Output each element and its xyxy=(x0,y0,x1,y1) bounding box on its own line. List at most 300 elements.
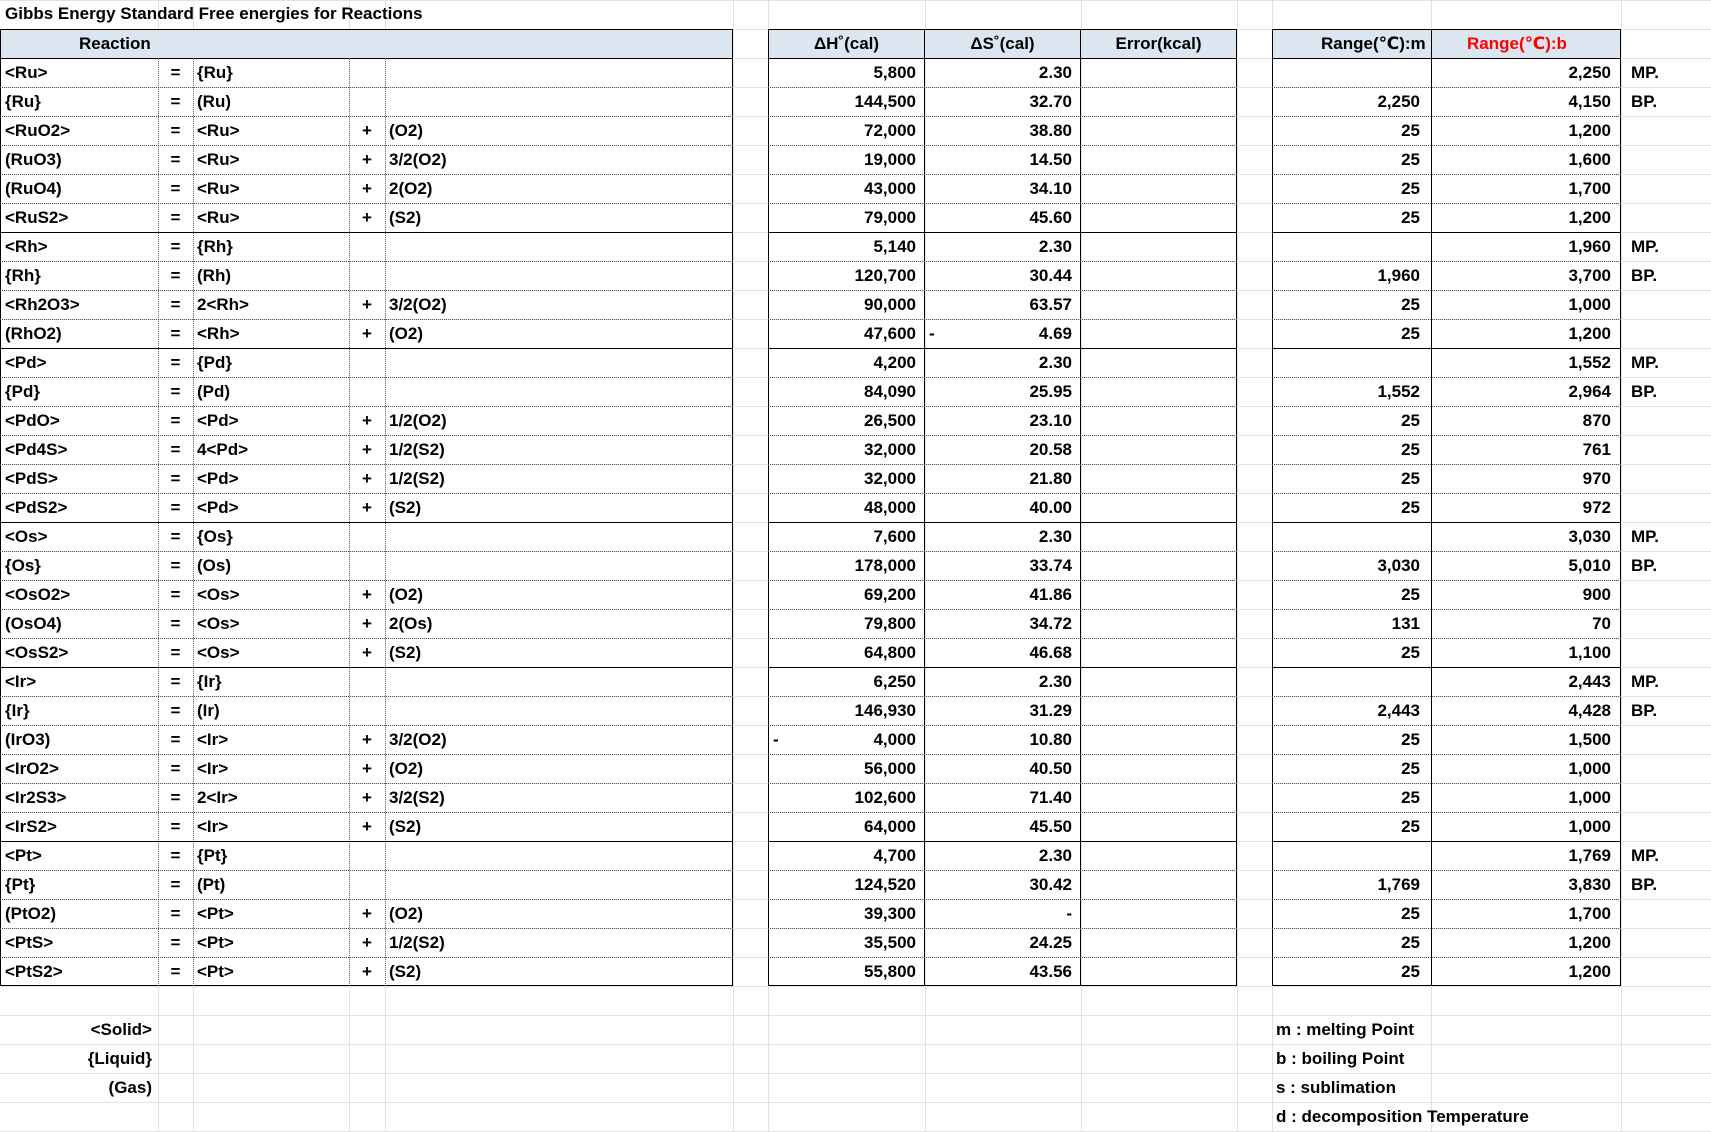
reaction-reactant[interactable]: <OsO2> xyxy=(5,585,71,604)
phase-note[interactable]: BP. xyxy=(1631,92,1658,111)
reaction-reactant[interactable]: <PtS> xyxy=(5,933,54,952)
ds-value[interactable]: 30.44 xyxy=(1029,266,1072,285)
reaction-equals[interactable]: = xyxy=(170,353,181,372)
phase-note[interactable]: BP. xyxy=(1631,701,1658,720)
ds-value[interactable]: 14.50 xyxy=(1029,150,1072,169)
reaction-reactant[interactable]: <OsS2> xyxy=(5,643,69,662)
range-m-value[interactable]: 25 xyxy=(1401,730,1420,749)
reaction-plus[interactable]: + xyxy=(362,585,372,604)
header-reaction[interactable] xyxy=(0,29,733,59)
reaction-reactant[interactable]: {Rh} xyxy=(5,266,41,285)
reaction-product-1[interactable]: (Pd) xyxy=(197,382,231,401)
range-b-value[interactable]: 761 xyxy=(1582,440,1611,459)
reaction-reactant[interactable]: {Pd} xyxy=(5,382,40,401)
reaction-equals[interactable]: = xyxy=(170,527,181,546)
dh-value[interactable]: 5,140 xyxy=(873,237,916,256)
reaction-product-2[interactable]: 3/2(S2) xyxy=(389,788,445,807)
dh-value[interactable]: 7,600 xyxy=(873,527,916,546)
header-dh[interactable] xyxy=(768,29,925,59)
dh-value[interactable]: 19,000 xyxy=(864,150,916,169)
reaction-equals[interactable]: = xyxy=(170,904,181,923)
reaction-equals[interactable]: = xyxy=(170,266,181,285)
phase-note[interactable]: MP. xyxy=(1631,237,1660,256)
ds-value[interactable]: 21.80 xyxy=(1029,469,1072,488)
dh-value[interactable]: 79,000 xyxy=(864,208,916,227)
reaction-reactant[interactable]: (PtO2) xyxy=(5,904,56,923)
ds-value[interactable]: 2.30 xyxy=(1038,353,1072,372)
reaction-product-1[interactable]: 2<Rh> xyxy=(197,295,249,314)
reaction-plus[interactable]: + xyxy=(362,121,372,140)
dh-value[interactable]: 178,000 xyxy=(854,556,916,575)
reaction-equals[interactable]: = xyxy=(170,817,181,836)
reaction-product-2[interactable]: (S2) xyxy=(389,208,422,227)
reaction-reactant[interactable]: (OsO4) xyxy=(5,614,62,633)
reaction-reactant[interactable]: <IrS2> xyxy=(5,817,57,836)
phase-note[interactable]: BP. xyxy=(1631,382,1658,401)
reaction-product-2[interactable]: (S2) xyxy=(389,643,422,662)
reaction-product-2[interactable]: 3/2(O2) xyxy=(389,295,447,314)
phase-note[interactable]: BP. xyxy=(1631,875,1658,894)
range-b-value[interactable]: 1,500 xyxy=(1568,730,1611,749)
reaction-reactant[interactable]: {Ir} xyxy=(5,701,30,720)
ds-value[interactable]: 40.50 xyxy=(1029,759,1072,778)
dh-value[interactable]: 6,250 xyxy=(873,672,916,691)
reaction-product-1[interactable]: <Ru> xyxy=(197,150,240,169)
range-b-value[interactable]: 3,700 xyxy=(1568,266,1611,285)
reaction-product-1[interactable]: <Ir> xyxy=(197,817,229,836)
dh-value[interactable]: 43,000 xyxy=(864,179,916,198)
range-m-value[interactable]: 25 xyxy=(1401,904,1420,923)
range-b-value[interactable]: 1,700 xyxy=(1568,904,1611,923)
reaction-product-2[interactable]: 1/2(S2) xyxy=(389,440,445,459)
reaction-equals[interactable]: = xyxy=(170,411,181,430)
ds-value[interactable]: 2.30 xyxy=(1038,846,1072,865)
reaction-product-2[interactable]: (O2) xyxy=(389,585,423,604)
reaction-reactant[interactable]: (RuO3) xyxy=(5,150,62,169)
range-b-value[interactable]: 1,700 xyxy=(1568,179,1611,198)
reaction-product-2[interactable]: 1/2(O2) xyxy=(389,411,447,430)
range-b-value[interactable]: 1,200 xyxy=(1568,933,1611,952)
reaction-product-2[interactable]: 1/2(S2) xyxy=(389,933,445,952)
reaction-reactant[interactable]: <Pd> xyxy=(5,353,47,372)
range-b-value[interactable]: 1,960 xyxy=(1568,237,1611,256)
phase-note[interactable]: MP. xyxy=(1631,527,1660,546)
dh-value[interactable]: 4,200 xyxy=(873,353,916,372)
range-m-value[interactable]: 25 xyxy=(1401,411,1420,430)
ds-value[interactable]: 20.58 xyxy=(1029,440,1072,459)
row-separator xyxy=(768,957,1237,958)
reaction-product-2[interactable]: 3/2(O2) xyxy=(389,730,447,749)
range-m-value[interactable]: 25 xyxy=(1401,150,1420,169)
phase-note[interactable]: MP. xyxy=(1631,672,1660,691)
reaction-equals[interactable]: = xyxy=(170,846,181,865)
reaction-reactant[interactable]: <Pd4S> xyxy=(5,440,68,459)
sheet-title[interactable]: Gibbs Energy Standard Free energies for Reactions xyxy=(5,4,423,23)
dh-value[interactable]: 102,600 xyxy=(854,788,916,807)
reaction-equals[interactable]: = xyxy=(170,962,181,981)
reaction-plus[interactable]: + xyxy=(362,440,372,459)
ds-value[interactable]: 40.00 xyxy=(1029,498,1072,517)
reaction-product-1[interactable]: <Os> xyxy=(197,585,240,604)
reaction-product-1[interactable]: (Ru) xyxy=(197,92,231,111)
reaction-equals[interactable]: = xyxy=(170,701,181,720)
dh-value[interactable]: 48,000 xyxy=(864,498,916,517)
reaction-reactant[interactable]: <Pt> xyxy=(5,846,42,865)
reaction-equals[interactable]: = xyxy=(170,63,181,82)
range-m-value[interactable]: 25 xyxy=(1401,585,1420,604)
phase-note[interactable]: BP. xyxy=(1631,556,1658,575)
ds-value[interactable]: 34.10 xyxy=(1029,179,1072,198)
reaction-reactant[interactable]: {Pt} xyxy=(5,875,36,894)
range-b-value[interactable]: 1,769 xyxy=(1568,846,1611,865)
range-m-value[interactable]: 25 xyxy=(1401,962,1420,981)
header-ds[interactable] xyxy=(924,29,1081,59)
range-b-value[interactable]: 900 xyxy=(1582,585,1611,604)
header-range[interactable] xyxy=(1272,29,1621,59)
reaction-equals[interactable]: = xyxy=(170,121,181,140)
reaction-plus[interactable]: + xyxy=(362,179,372,198)
dh-value[interactable]: 79,800 xyxy=(864,614,916,633)
range-b-value[interactable]: 2,443 xyxy=(1568,672,1611,691)
reaction-plus[interactable]: + xyxy=(362,817,372,836)
ds-value[interactable]: 33.74 xyxy=(1029,556,1072,575)
range-b-value[interactable]: 1,200 xyxy=(1568,324,1611,343)
ds-value[interactable]: 2.30 xyxy=(1038,237,1072,256)
reaction-equals[interactable]: = xyxy=(170,237,181,256)
dh-value[interactable]: 5,800 xyxy=(873,63,916,82)
range-b-value[interactable]: 70 xyxy=(1592,614,1611,633)
reaction-product-1[interactable]: <Pt> xyxy=(197,904,234,923)
dh-value[interactable]: 72,000 xyxy=(864,121,916,140)
range-b-value[interactable]: 3,830 xyxy=(1568,875,1611,894)
ds-value[interactable]: 32.70 xyxy=(1029,92,1072,111)
reaction-reactant[interactable]: {Os} xyxy=(5,556,41,575)
reaction-product-1[interactable]: <Ru> xyxy=(197,208,240,227)
legend-melting[interactable]: m : melting Point xyxy=(1276,1020,1414,1039)
range-b-value[interactable]: 870 xyxy=(1582,411,1611,430)
ds-value[interactable]: 38.80 xyxy=(1029,121,1072,140)
legend-liquid[interactable]: {Liquid} xyxy=(87,1049,152,1068)
reaction-equals[interactable]: = xyxy=(170,933,181,952)
grid-row-line xyxy=(0,1102,1711,1103)
header-error-label: Error(kcal) xyxy=(1115,34,1202,53)
reaction-reactant[interactable]: <Ru> xyxy=(5,63,48,82)
reaction-product-1[interactable]: {Rh} xyxy=(197,237,233,256)
reaction-reactant[interactable]: <RuS2> xyxy=(5,208,69,227)
range-b-value[interactable]: 1,000 xyxy=(1568,759,1611,778)
dh-value[interactable]: 56,000 xyxy=(864,759,916,778)
reaction-product-1[interactable]: <Pt> xyxy=(197,933,234,952)
reaction-reactant[interactable]: <Ir2S3> xyxy=(5,788,67,807)
reaction-plus[interactable]: + xyxy=(362,469,372,488)
reaction-plus[interactable]: + xyxy=(362,730,372,749)
dh-value[interactable]: 90,000 xyxy=(864,295,916,314)
dh-sign[interactable]: - xyxy=(773,730,779,749)
range-m-value[interactable]: 1,769 xyxy=(1377,875,1420,894)
reaction-equals[interactable]: = xyxy=(170,295,181,314)
ds-value[interactable]: 2.30 xyxy=(1038,672,1072,691)
reaction-product-2[interactable]: (O2) xyxy=(389,759,423,778)
reaction-product-2[interactable]: 2(O2) xyxy=(389,179,433,198)
range-m-value[interactable]: 25 xyxy=(1401,179,1420,198)
reaction-equals[interactable]: = xyxy=(170,730,181,749)
dh-value[interactable]: 47,600 xyxy=(864,324,916,343)
reaction-reactant[interactable]: (RhO2) xyxy=(5,324,62,343)
reaction-product-1[interactable]: <Pd> xyxy=(197,469,239,488)
reaction-equals[interactable]: = xyxy=(170,875,181,894)
range-m-value[interactable]: 3,030 xyxy=(1377,556,1420,575)
range-m-value[interactable]: 25 xyxy=(1401,440,1420,459)
reaction-product-1[interactable]: 4<Pd> xyxy=(197,440,249,459)
ds-value[interactable]: 10.80 xyxy=(1029,730,1072,749)
reaction-product-1[interactable]: <Ir> xyxy=(197,759,229,778)
reaction-product-2[interactable]: 2(Os) xyxy=(389,614,433,633)
reaction-plus[interactable]: + xyxy=(362,933,372,952)
row-separator xyxy=(0,928,733,929)
reaction-plus[interactable]: + xyxy=(362,150,372,169)
range-m-value[interactable]: 25 xyxy=(1401,208,1420,227)
range-m-value[interactable]: 2,443 xyxy=(1377,701,1420,720)
column-divider xyxy=(1080,29,1081,986)
reaction-equals[interactable]: = xyxy=(170,643,181,662)
reaction-reactant[interactable]: (RuO4) xyxy=(5,179,62,198)
phase-note[interactable]: BP. xyxy=(1631,266,1658,285)
reaction-equals[interactable]: = xyxy=(170,179,181,198)
range-m-value[interactable]: 25 xyxy=(1401,817,1420,836)
ds-value[interactable]: 43.56 xyxy=(1029,962,1072,981)
reaction-product-2[interactable]: (O2) xyxy=(389,904,423,923)
ds-value[interactable]: 45.60 xyxy=(1029,208,1072,227)
reaction-plus[interactable]: + xyxy=(362,788,372,807)
reaction-product-1[interactable]: <Pt> xyxy=(197,962,234,981)
reaction-reactant[interactable]: <RuO2> xyxy=(5,121,71,140)
reaction-equals[interactable]: = xyxy=(170,585,181,604)
dh-value[interactable]: 64,000 xyxy=(864,817,916,836)
reaction-plus[interactable]: + xyxy=(362,295,372,314)
dh-value[interactable]: 120,700 xyxy=(854,266,916,285)
reaction-plus[interactable]: + xyxy=(362,208,372,227)
ds-value[interactable]: 63.57 xyxy=(1029,295,1072,314)
reaction-reactant[interactable]: <Rh> xyxy=(5,237,48,256)
reaction-reactant[interactable]: {Ru} xyxy=(5,92,41,111)
reaction-equals[interactable]: = xyxy=(170,150,181,169)
grid-row-line xyxy=(0,1044,1711,1045)
ds-value[interactable]: 34.72 xyxy=(1029,614,1072,633)
ds-value[interactable]: 2.30 xyxy=(1038,527,1072,546)
reaction-equals[interactable]: = xyxy=(170,614,181,633)
dh-value[interactable]: 144,500 xyxy=(854,92,916,111)
dh-value[interactable]: 32,000 xyxy=(864,469,916,488)
reaction-product-1[interactable]: <Pd> xyxy=(197,498,239,517)
reaction-plus[interactable]: + xyxy=(362,643,372,662)
legend-gas[interactable]: (Gas) xyxy=(108,1078,152,1097)
range-b-value[interactable]: 1,552 xyxy=(1568,353,1611,372)
reaction-equals[interactable]: = xyxy=(170,672,181,691)
legend-sublimation[interactable]: s : sublimation xyxy=(1276,1078,1396,1097)
range-m-value[interactable]: 2,250 xyxy=(1377,92,1420,111)
range-b-value[interactable]: 1,100 xyxy=(1568,643,1611,662)
range-m-value[interactable]: 25 xyxy=(1401,121,1420,140)
range-b-value[interactable]: 3,030 xyxy=(1568,527,1611,546)
reaction-equals[interactable]: = xyxy=(170,440,181,459)
reaction-product-1[interactable]: <Rh> xyxy=(197,324,240,343)
range-m-value[interactable]: 25 xyxy=(1401,933,1420,952)
ds-value[interactable]: 41.86 xyxy=(1029,585,1072,604)
reaction-equals[interactable]: = xyxy=(170,759,181,778)
range-b-value[interactable]: 4,428 xyxy=(1568,701,1611,720)
range-b-value[interactable]: 1,200 xyxy=(1568,962,1611,981)
range-b-value[interactable]: 1,000 xyxy=(1568,817,1611,836)
ds-value[interactable]: 2.30 xyxy=(1038,63,1072,82)
reaction-plus[interactable]: + xyxy=(362,962,372,981)
reaction-equals[interactable]: = xyxy=(170,324,181,343)
ds-value[interactable]: 30.42 xyxy=(1029,875,1072,894)
reaction-product-1[interactable]: (Pt) xyxy=(197,875,226,894)
reaction-product-1[interactable]: 2<Ir> xyxy=(197,788,238,807)
reaction-product-1[interactable]: {Ru} xyxy=(197,63,233,82)
reaction-product-1[interactable]: <Os> xyxy=(197,614,240,633)
reaction-equals[interactable]: = xyxy=(170,556,181,575)
reaction-reactant[interactable]: <IrO2> xyxy=(5,759,59,778)
reaction-reactant[interactable]: <PdS> xyxy=(5,469,58,488)
range-b-value[interactable]: 5,010 xyxy=(1568,556,1611,575)
dh-value[interactable]: 32,000 xyxy=(864,440,916,459)
dh-value[interactable]: 26,500 xyxy=(864,411,916,430)
dh-value[interactable]: 69,200 xyxy=(864,585,916,604)
reaction-reactant[interactable]: <Os> xyxy=(5,527,48,546)
reaction-product-1[interactable]: {Pd} xyxy=(197,353,232,372)
range-m-value[interactable]: 25 xyxy=(1401,295,1420,314)
legend-solid[interactable]: <Solid> xyxy=(90,1020,152,1039)
grid-column-line xyxy=(1237,0,1238,1132)
row-separator xyxy=(1272,493,1621,494)
reaction-plus[interactable]: + xyxy=(362,759,372,778)
row-separator xyxy=(0,493,733,494)
reaction-product-2[interactable]: 1/2(S2) xyxy=(389,469,445,488)
ds-value[interactable]: 45.50 xyxy=(1029,817,1072,836)
reaction-product-1[interactable]: <Ru> xyxy=(197,121,240,140)
reaction-product-1[interactable]: <Ru> xyxy=(197,179,240,198)
reaction-product-2[interactable]: 3/2(O2) xyxy=(389,150,447,169)
reaction-reactant[interactable]: (IrO3) xyxy=(5,730,51,749)
reaction-reactant[interactable]: <Ir> xyxy=(5,672,37,691)
range-b-value[interactable]: 1,000 xyxy=(1568,295,1611,314)
range-m-value[interactable]: 25 xyxy=(1401,759,1420,778)
reaction-plus[interactable]: + xyxy=(362,904,372,923)
range-m-value[interactable]: 25 xyxy=(1401,498,1420,517)
reaction-equals[interactable]: = xyxy=(170,382,181,401)
legend-decomposition[interactable]: d : decomposition Temperature xyxy=(1276,1107,1529,1126)
reaction-product-2[interactable]: (S2) xyxy=(389,962,422,981)
reaction-product-1[interactable]: (Ir) xyxy=(197,701,220,720)
range-m-value[interactable]: 25 xyxy=(1401,788,1420,807)
range-b-value[interactable]: 4,150 xyxy=(1568,92,1611,111)
range-b-value[interactable]: 970 xyxy=(1582,469,1611,488)
range-m-value[interactable]: 1,960 xyxy=(1377,266,1420,285)
reaction-product-1[interactable]: {Pt} xyxy=(197,846,228,865)
range-m-value[interactable]: 25 xyxy=(1401,469,1420,488)
reaction-product-2[interactable]: (O2) xyxy=(389,324,423,343)
ds-sign[interactable]: - xyxy=(929,324,935,343)
range-b-value[interactable]: 1,600 xyxy=(1568,150,1611,169)
reaction-plus[interactable]: + xyxy=(362,411,372,430)
range-b-value[interactable]: 2,250 xyxy=(1568,63,1611,82)
reaction-reactant[interactable]: <Rh2O3> xyxy=(5,295,80,314)
dh-value[interactable]: 84,090 xyxy=(864,382,916,401)
reaction-equals[interactable]: = xyxy=(170,788,181,807)
range-m-value[interactable]: 1,552 xyxy=(1377,382,1420,401)
reaction-product-1[interactable]: {Os} xyxy=(197,527,233,546)
reaction-equals[interactable]: = xyxy=(170,92,181,111)
reaction-product-1[interactable]: {Ir} xyxy=(197,672,222,691)
reaction-plus[interactable]: + xyxy=(362,614,372,633)
dh-value[interactable]: 35,500 xyxy=(864,933,916,952)
reaction-equals[interactable]: = xyxy=(170,498,181,517)
range-m-value[interactable]: 25 xyxy=(1401,324,1420,343)
reaction-reactant[interactable]: <PdS2> xyxy=(5,498,68,517)
reaction-plus[interactable]: + xyxy=(362,498,372,517)
range-b-value[interactable]: 1,200 xyxy=(1568,121,1611,140)
ds-value[interactable]: 23.10 xyxy=(1029,411,1072,430)
dh-value[interactable]: 4,700 xyxy=(873,846,916,865)
reaction-equals[interactable]: = xyxy=(170,208,181,227)
reaction-product-2[interactable]: (O2) xyxy=(389,121,423,140)
range-b-value[interactable]: 1,000 xyxy=(1568,788,1611,807)
ds-value[interactable]: 71.40 xyxy=(1029,788,1072,807)
row-separator xyxy=(0,580,733,581)
row-separator xyxy=(1272,464,1621,465)
row-separator xyxy=(0,754,733,755)
reaction-plus[interactable]: + xyxy=(362,324,372,343)
phase-note[interactable]: MP. xyxy=(1631,353,1660,372)
reaction-product-1[interactable]: (Os) xyxy=(197,556,231,575)
ds-value[interactable]: 4.69 xyxy=(1038,324,1072,343)
range-m-value[interactable]: 131 xyxy=(1391,614,1420,633)
dh-value[interactable]: 64,800 xyxy=(864,643,916,662)
dh-value[interactable]: 124,520 xyxy=(854,875,916,894)
row-separator xyxy=(1272,754,1621,755)
phase-note[interactable]: MP. xyxy=(1631,63,1660,82)
ds-value[interactable]: 31.29 xyxy=(1029,701,1072,720)
reaction-product-1[interactable]: <Ir> xyxy=(197,730,229,749)
range-b-value[interactable]: 2,964 xyxy=(1568,382,1611,401)
reaction-product-1[interactable]: <Pd> xyxy=(197,411,239,430)
phase-note[interactable]: MP. xyxy=(1631,846,1660,865)
ds-value[interactable]: 46.68 xyxy=(1029,643,1072,662)
range-b-value[interactable]: 972 xyxy=(1582,498,1611,517)
reaction-product-2[interactable]: (S2) xyxy=(389,817,422,836)
reaction-product-1[interactable]: <Os> xyxy=(197,643,240,662)
dh-value[interactable]: 4,000 xyxy=(873,730,916,749)
legend-boiling[interactable]: b : boiling Point xyxy=(1276,1049,1405,1068)
dh-value[interactable]: 146,930 xyxy=(854,701,916,720)
dh-value[interactable]: 55,800 xyxy=(864,962,916,981)
range-m-value[interactable]: 25 xyxy=(1401,643,1420,662)
header-error[interactable] xyxy=(1080,29,1237,59)
reaction-product-2[interactable]: (S2) xyxy=(389,498,422,517)
dh-value[interactable]: 39,300 xyxy=(864,904,916,923)
range-b-value[interactable]: 1,200 xyxy=(1568,208,1611,227)
reaction-reactant[interactable]: <PtS2> xyxy=(5,962,63,981)
reaction-reactant[interactable]: <PdO> xyxy=(5,411,60,430)
row-separator xyxy=(1272,725,1621,726)
reaction-equals[interactable]: = xyxy=(170,469,181,488)
ds-value[interactable]: - xyxy=(1066,904,1072,923)
ds-value[interactable]: 24.25 xyxy=(1029,933,1072,952)
row-separator xyxy=(1272,638,1621,639)
ds-value[interactable]: 25.95 xyxy=(1029,382,1072,401)
reaction-product-1[interactable]: (Rh) xyxy=(197,266,231,285)
